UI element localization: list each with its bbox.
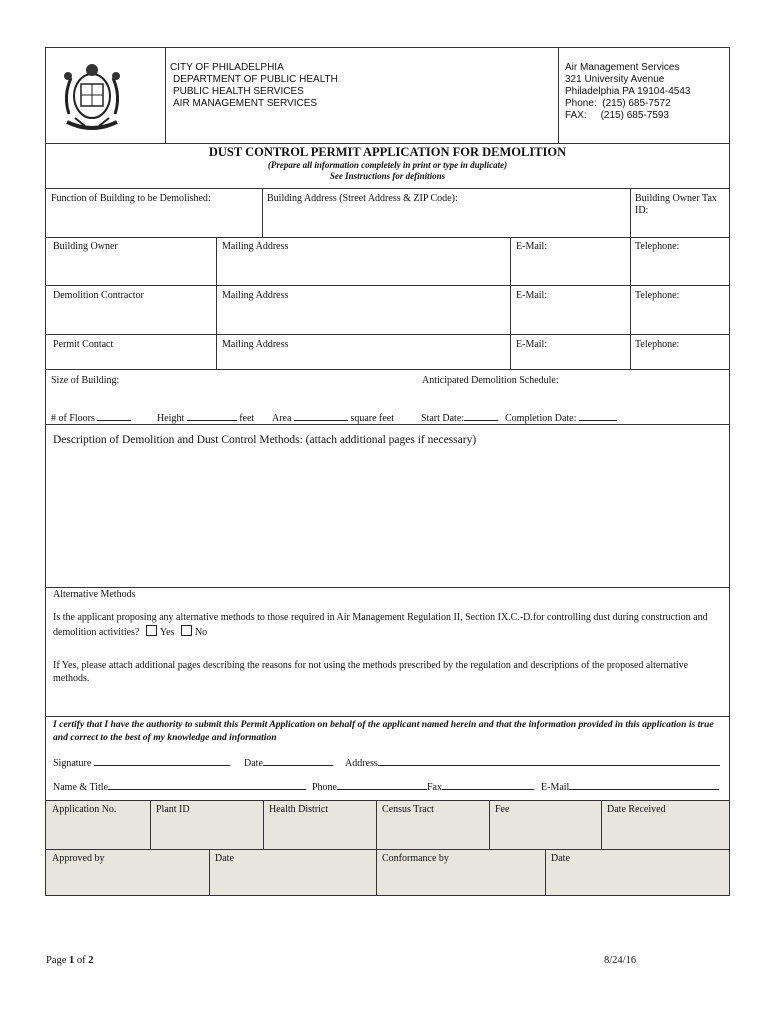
conformance-date-label: Date: [551, 853, 570, 864]
height-blank[interactable]: [187, 410, 237, 421]
floors-blank[interactable]: [97, 410, 131, 421]
owner-telephone-label: Telephone:: [635, 241, 680, 252]
contact-email-label: E-Mail:: [516, 339, 548, 350]
divider: [165, 47, 166, 143]
agency-line: CITY OF PHILADELPHIA: [170, 62, 284, 73]
divider: [45, 188, 730, 189]
feet-label: feet: [239, 413, 255, 424]
divider: [45, 424, 730, 425]
alt-question: [53, 612, 723, 639]
description-area[interactable]: [46, 452, 729, 582]
address-field[interactable]: [345, 755, 720, 770]
owner-mailing-label: Mailing Address: [222, 241, 289, 252]
completion-date-blank[interactable]: [579, 410, 617, 421]
divider: [209, 849, 210, 896]
owner-label: Building Owner: [53, 241, 118, 252]
start-date-label: Start Date:: [421, 413, 465, 424]
divider: [150, 800, 151, 849]
completion-date-label: Completion Date:: [505, 413, 577, 424]
address-blank[interactable]: [378, 755, 720, 766]
fax-label: Fax: [427, 782, 442, 793]
contact-line: Air Management Services: [565, 62, 680, 73]
phone-field[interactable]: [312, 779, 427, 794]
address-label: Address: [345, 758, 378, 769]
date-received-label: Date Received: [607, 804, 666, 815]
description-label: Description of Demolition and Dust Control Methods: (attach additional pages if necessary): [53, 434, 477, 446]
signature-field[interactable]: [53, 755, 230, 770]
divider: [45, 849, 730, 850]
floors-label: # of Floors: [51, 413, 95, 424]
divider: [45, 369, 730, 370]
date-field[interactable]: [244, 755, 333, 770]
sqft-label: square feet: [350, 413, 395, 424]
completion-date-field[interactable]: [505, 410, 617, 425]
conformance-by-label: Conformance by: [382, 853, 449, 864]
approved-by-label: Approved by: [52, 853, 105, 864]
agency-line: PUBLIC HEALTH SERVICES: [173, 86, 304, 97]
page-prefix: Page: [46, 955, 70, 966]
divider: [376, 849, 377, 896]
date-blank[interactable]: [263, 755, 333, 766]
phone-blank[interactable]: [337, 779, 427, 790]
agency-block: [170, 62, 338, 110]
height-label: Height: [157, 413, 185, 424]
fax-blank[interactable]: [442, 779, 534, 790]
no-label: No: [194, 626, 208, 638]
agency-line: DEPARTMENT OF PUBLIC HEALTH: [173, 74, 338, 85]
form-title: DUST CONTROL PERMIT APPLICATION FOR DEMOLITION: [208, 145, 567, 159]
contractor-email-label: E-Mail:: [516, 290, 548, 301]
owner-email-label: E-Mail:: [516, 241, 548, 252]
contractor-telephone-label: Telephone:: [635, 290, 680, 301]
page-number: [46, 955, 94, 967]
divider: [45, 237, 730, 238]
fee-label: Fee: [495, 804, 510, 815]
alt-question-text: Is the applicant proposing any alternative methods to those required in Air Management Regulation II, Section IX.C.-D.for controlling dust during construction and demolition activities?: [53, 612, 708, 638]
divider: [45, 143, 730, 144]
email-label: E-Mail: [541, 782, 570, 793]
page-total: 2: [88, 955, 94, 966]
area-field[interactable]: [272, 410, 394, 425]
page-of: of: [74, 955, 89, 966]
start-date-field[interactable]: [421, 410, 498, 425]
alt-if-yes: If Yes, please attach additional pages describing the reasons for not using the methods prescribed by the regulation and descriptions of the proposed alternative methods.: [53, 660, 689, 684]
area-blank[interactable]: [294, 410, 348, 421]
contact-line: Phone: (215) 685-7572: [565, 98, 671, 109]
phone-label: Phone: [312, 782, 337, 793]
plant-id-label: Plant ID: [156, 804, 190, 815]
divider: [263, 800, 264, 849]
yes-label: Yes: [159, 626, 175, 638]
divider: [376, 800, 377, 849]
divider: [45, 800, 730, 801]
size-label: Size of Building:: [51, 375, 120, 386]
name-title-label: Name & Title: [53, 782, 109, 793]
contact-mailing-label: Mailing Address: [222, 339, 289, 350]
divider: [489, 800, 490, 849]
name-title-field[interactable]: [53, 779, 306, 794]
divider: [45, 587, 730, 588]
census-tract-label: Census Tract: [382, 804, 434, 815]
no-checkbox[interactable]: [181, 625, 192, 636]
agency-line: AIR MANAGEMENT SERVICES: [173, 98, 318, 109]
permit-contact-label: Permit Contact: [53, 339, 114, 350]
divider: [262, 188, 263, 237]
divider: [630, 188, 631, 237]
building-address-label: Building Address (Street Address & ZIP Code):: [267, 193, 458, 204]
revision-date: 8/24/16: [604, 955, 637, 966]
name-title-blank[interactable]: [108, 779, 306, 790]
form-subtitle: (Prepare all information completely in print or type in duplicate): [267, 160, 508, 170]
yes-checkbox[interactable]: [146, 625, 157, 636]
alt-methods-heading: Alternative Methods: [53, 589, 136, 600]
divider: [558, 47, 559, 143]
contact-telephone-label: Telephone:: [635, 339, 680, 350]
divider: [216, 237, 217, 369]
schedule-label: Anticipated Demolition Schedule:: [422, 375, 559, 386]
email-field[interactable]: [541, 779, 719, 794]
contractor-label: Demolition Contractor: [53, 290, 144, 301]
contact-block: [565, 62, 690, 122]
divider: [45, 285, 730, 286]
divider: [510, 237, 511, 369]
function-label: Function of Building to be Demolished:: [51, 193, 211, 204]
approved-date-label: Date: [215, 853, 234, 864]
city-seal-logo: [55, 56, 129, 136]
divider: [45, 716, 730, 717]
divider: [630, 237, 631, 369]
signature-label: Signature: [53, 758, 92, 769]
date-label: Date: [244, 758, 263, 769]
height-field[interactable]: [157, 410, 254, 425]
tax-id-label: Building Owner Tax ID:: [635, 193, 717, 216]
divider: [545, 849, 546, 896]
page-current: 1: [69, 955, 75, 966]
contact-line: Philadelphia PA 19104-4543: [565, 86, 691, 97]
health-district-label: Health District: [269, 804, 329, 815]
certification-statement: I certify that I have the authority to submit this Permit Application on behalf of the applicant named herein and that the information provided in this application is true and correct to the best of my knowledge and information: [53, 719, 714, 743]
area-label: Area: [272, 413, 292, 424]
form-instructions: See Instructions for definitions: [329, 171, 446, 181]
floors-field[interactable]: [51, 410, 131, 425]
divider: [45, 334, 730, 335]
start-date-blank[interactable]: [464, 410, 498, 421]
contact-line: FAX: (215) 685-7593: [565, 110, 669, 121]
application-no-label: Application No.: [52, 804, 117, 815]
contractor-mailing-label: Mailing Address: [222, 290, 289, 301]
fax-field[interactable]: [427, 779, 534, 794]
divider: [601, 800, 602, 849]
contact-line: 321 University Avenue: [565, 74, 665, 85]
signature-blank[interactable]: [94, 755, 230, 766]
email-blank[interactable]: [569, 779, 719, 790]
